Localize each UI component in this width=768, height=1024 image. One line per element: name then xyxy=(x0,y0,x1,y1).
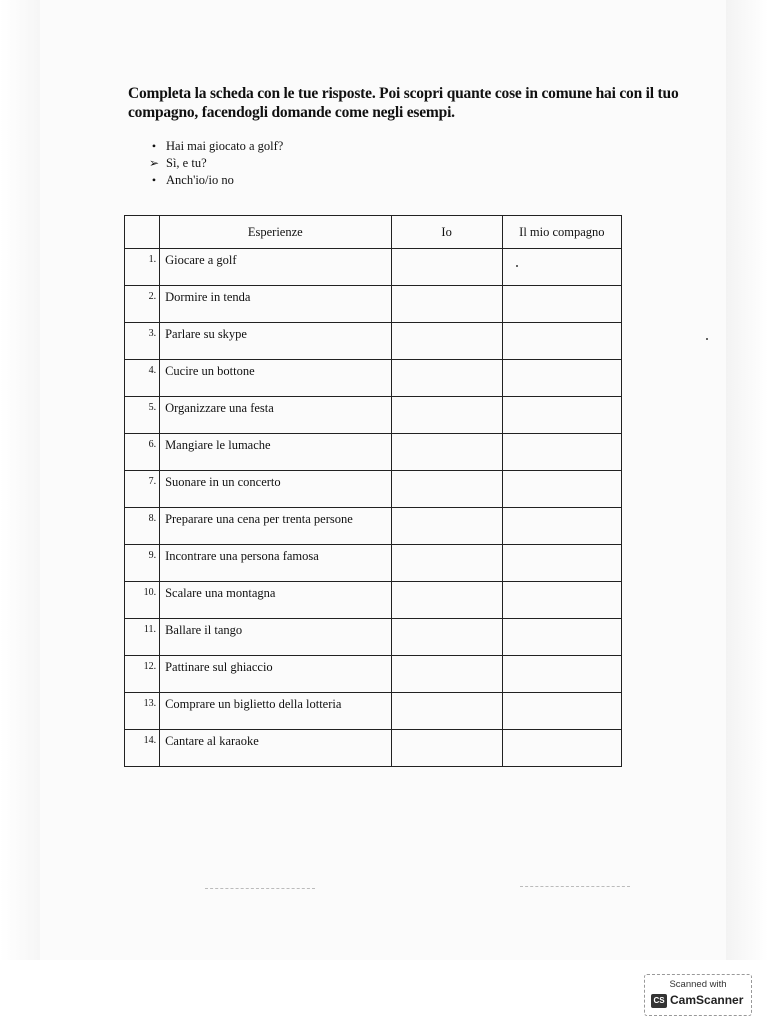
experience-label: Suonare in un concerto xyxy=(160,471,391,508)
experience-label: Organizzare una festa xyxy=(160,397,391,434)
watermark-brand: CamScanner xyxy=(670,993,744,1007)
experience-label: Preparare una cena per trenta persone xyxy=(160,508,391,545)
answer-cell-partner[interactable] xyxy=(502,286,621,323)
experience-label: Incontrare una persona famosa xyxy=(160,545,391,582)
row-number: 13. xyxy=(125,693,160,730)
camscanner-logo-icon: CS xyxy=(651,994,667,1008)
answer-cell-partner[interactable] xyxy=(502,397,621,434)
answer-cell-partner[interactable] xyxy=(502,656,621,693)
row-number: 8. xyxy=(125,508,160,545)
answer-cell-me[interactable] xyxy=(391,730,502,767)
bullet-icon: • xyxy=(151,173,157,187)
example-line xyxy=(148,155,283,172)
row-number: 1. xyxy=(125,249,160,286)
example-text: Sì, e tu? xyxy=(166,156,207,170)
scan-artifact xyxy=(205,888,315,889)
answer-cell-me[interactable] xyxy=(391,619,502,656)
answer-cell-me[interactable] xyxy=(391,582,502,619)
header-partner: Il mio compagno xyxy=(502,216,621,249)
experience-label: Comprare un biglietto della lotteria xyxy=(160,693,391,730)
table-row xyxy=(125,693,622,730)
table-row xyxy=(125,471,622,508)
table-header-row xyxy=(125,216,622,249)
answer-cell-me[interactable] xyxy=(391,249,502,286)
experience-label: Giocare a golf xyxy=(160,249,391,286)
table-row xyxy=(125,286,622,323)
experience-label: Parlare su skype xyxy=(160,323,391,360)
row-number: 7. xyxy=(125,471,160,508)
row-number: 12. xyxy=(125,656,160,693)
scan-margin-left xyxy=(0,0,40,960)
answer-cell-partner[interactable] xyxy=(502,434,621,471)
experience-label: Cantare al karaoke xyxy=(160,730,391,767)
example-line xyxy=(148,172,283,189)
table-row xyxy=(125,545,622,582)
answer-cell-me[interactable] xyxy=(391,286,502,323)
experience-label: Dormire in tenda xyxy=(160,286,391,323)
instructions-text: Completa la scheda con le tue risposte. Poi scopri quante cose in comune hai con il tuo compagno, facendogli domande come negli esempi. xyxy=(128,85,679,121)
answer-cell-me[interactable] xyxy=(391,693,502,730)
experiences-table xyxy=(124,215,622,767)
table-row xyxy=(125,397,622,434)
example-dialogue xyxy=(148,138,283,189)
table-row xyxy=(125,249,622,286)
answer-cell-me[interactable] xyxy=(391,360,502,397)
scan-margin-right xyxy=(726,0,768,960)
experience-label: Cucire un bottone xyxy=(160,360,391,397)
row-number: 3. xyxy=(125,323,160,360)
header-me: Io xyxy=(391,216,502,249)
camscanner-watermark xyxy=(644,974,752,1016)
arrow-bullet-icon: ➢ xyxy=(148,156,160,170)
answer-cell-partner[interactable] xyxy=(502,730,621,767)
table-row xyxy=(125,508,622,545)
table-row xyxy=(125,323,622,360)
row-number: 6. xyxy=(125,434,160,471)
answer-cell-me[interactable] xyxy=(391,656,502,693)
experience-label: Scalare una montagna xyxy=(160,582,391,619)
answer-cell-partner[interactable] xyxy=(502,545,621,582)
row-number: 4. xyxy=(125,360,160,397)
header-number xyxy=(125,216,160,249)
answer-cell-partner[interactable] xyxy=(502,619,621,656)
answer-cell-me[interactable] xyxy=(391,508,502,545)
answer-cell-partner[interactable] xyxy=(502,693,621,730)
answer-cell-me[interactable] xyxy=(391,397,502,434)
scan-speck xyxy=(706,338,708,340)
table-row xyxy=(125,360,622,397)
experience-label: Pattinare sul ghiaccio xyxy=(160,656,391,693)
table-row xyxy=(125,656,622,693)
answer-cell-me[interactable] xyxy=(391,434,502,471)
row-number: 9. xyxy=(125,545,160,582)
watermark-caption: Scanned with xyxy=(669,979,727,990)
row-number: 2. xyxy=(125,286,160,323)
scan-artifact xyxy=(520,886,630,887)
bullet-icon: • xyxy=(151,139,157,153)
answer-cell-me[interactable] xyxy=(391,471,502,508)
header-experiences: Esperienze xyxy=(160,216,391,249)
table-row xyxy=(125,730,622,767)
answer-cell-me[interactable] xyxy=(391,323,502,360)
answer-cell-partner[interactable] xyxy=(502,582,621,619)
answer-cell-partner[interactable] xyxy=(502,360,621,397)
example-text: Hai mai giocato a golf? xyxy=(166,139,284,153)
row-number: 10. xyxy=(125,582,160,619)
example-text: Anch'io/io no xyxy=(166,173,234,187)
scan-speck xyxy=(516,265,518,267)
table-row xyxy=(125,619,622,656)
answer-cell-partner[interactable] xyxy=(502,471,621,508)
table-row xyxy=(125,434,622,471)
answer-cell-me[interactable] xyxy=(391,545,502,582)
table-row xyxy=(125,582,622,619)
experience-label: Mangiare le lumache xyxy=(160,434,391,471)
answer-cell-partner[interactable] xyxy=(502,508,621,545)
experience-label: Ballare il tango xyxy=(160,619,391,656)
example-line xyxy=(148,138,283,155)
row-number: 14. xyxy=(125,730,160,767)
answer-cell-partner[interactable] xyxy=(502,249,621,286)
row-number: 5. xyxy=(125,397,160,434)
row-number: 11. xyxy=(125,619,160,656)
answer-cell-partner[interactable] xyxy=(502,323,621,360)
